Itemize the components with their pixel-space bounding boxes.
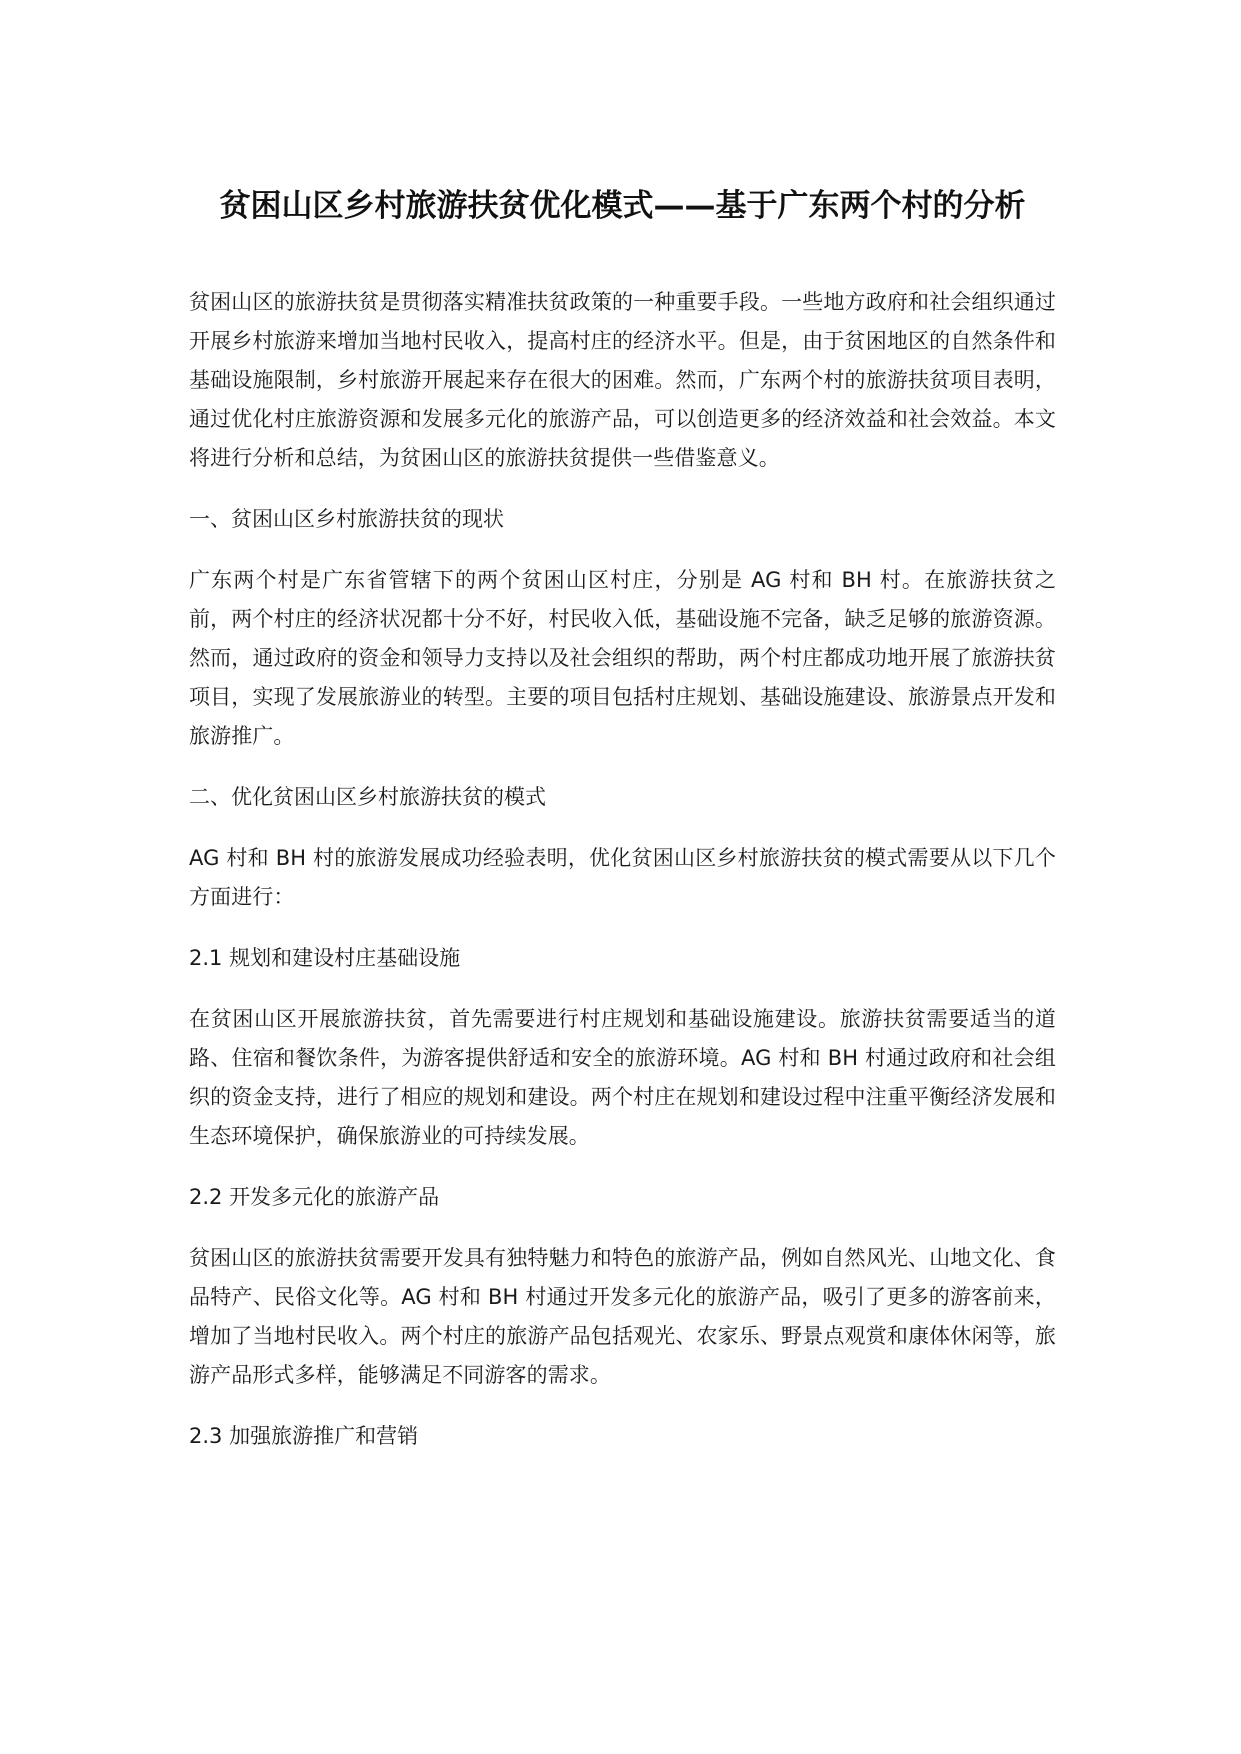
infrastructure-paragraph: 在贫困山区开展旅游扶贫，首先需要进行村庄规划和基础设施建设。旅游扶贫需要适当的道路、住宿和餐饮条件，为游客提供舒适和安全的旅游环境。AG 村和 BH 村通过政府和社会组织的资金支持，进行了相应的规划和建设。两个村庄在规划和建设过程中注重平衡经济发展和生态环境保护，确保旅游业的可持续发展。	[189, 1007, 1056, 1148]
section-heading-1: 一、贫困山区乡村旅游扶贫的现状	[189, 507, 504, 531]
intro-paragraph: 贫困山区的旅游扶贫是贯彻落实精准扶贫政策的一种重要手段。一些地方政府和社会组织通过开展乡村旅游来增加当地村民收入，提高村庄的经济水平。但是，由于贫困地区的自然条件和基础设施限制，乡村旅游开展起来存在很大的困难。然而，广东两个村的旅游扶贫项目表明，通过优化村庄旅游资源和发展多元化的旅游产品，可以创造更多的经济效益和社会效益。本文将进行分析和总结，为贫困山区的旅游扶贫提供一些借鉴意义。	[189, 290, 1056, 470]
subsection-heading-2-3: 2.3 加强旅游推广和营销	[189, 1424, 419, 1448]
section-heading-2: 二、优化贫困山区乡村旅游扶贫的模式	[189, 785, 546, 809]
subsection-heading-2-2: 2.2 开发多元化的旅游产品	[189, 1185, 440, 1209]
status-paragraph: 广东两个村是广东省管辖下的两个贫困山区村庄，分别是 AG 村和 BH 村。在旅游扶贫之前，两个村庄的经济状况都十分不好，村民收入低，基础设施不完备，缺乏足够的旅游资源。然而，通过政府的资金和领导力支持以及社会组织的帮助，两个村庄都成功地开展了旅游扶贫项目，实现了发展旅游业的转型。主要的项目包括村庄规划、基础设施建设、旅游景点开发和旅游推广。	[189, 568, 1056, 748]
model-intro-paragraph: AG 村和 BH 村的旅游发展成功经验表明，优化贫困山区乡村旅游扶贫的模式需要从以下几个方面进行：	[189, 846, 1056, 909]
document-title: 贫困山区乡村旅游扶贫优化模式——基于广东两个村的分析	[219, 188, 1026, 224]
subsection-heading-2-1: 2.1 规划和建设村庄基础设施	[189, 946, 461, 970]
products-paragraph: 贫困山区的旅游扶贫需要开发具有独特魅力和特色的旅游产品，例如自然风光、山地文化、食品特产、民俗文化等。AG 村和 BH 村通过开发多元化的旅游产品，吸引了更多的游客前来，增加了当地村民收入。两个村庄的旅游产品包括观光、农家乐、野景点观赏和康体休闲等，旅游产品形式多样，能够满足不同游客的需求。	[189, 1246, 1056, 1387]
